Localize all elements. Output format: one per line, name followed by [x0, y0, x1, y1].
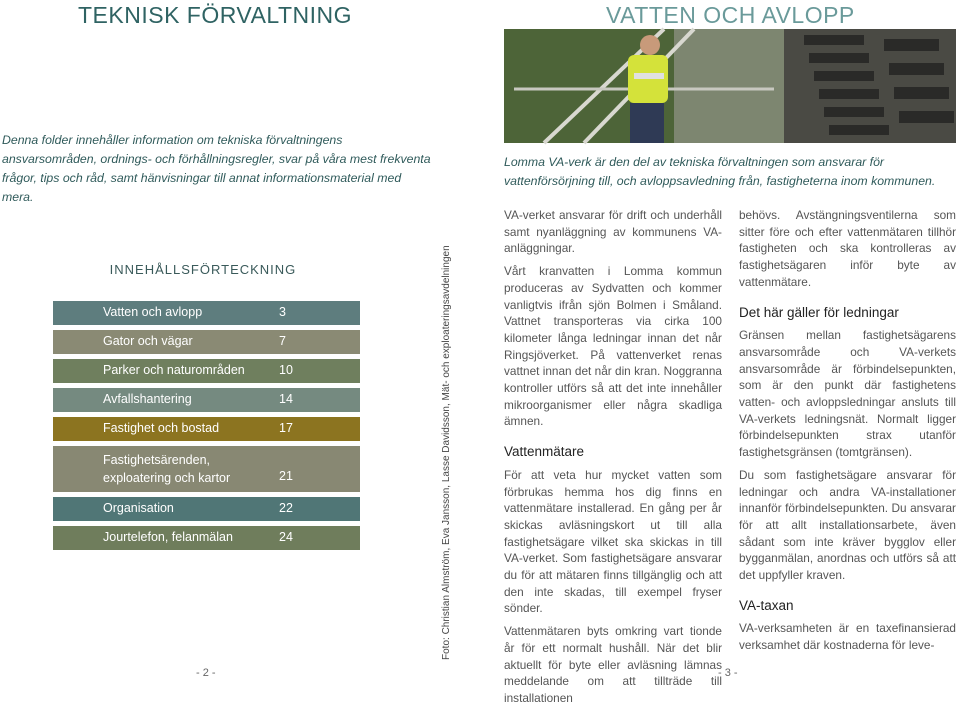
- toc-item[interactable]: [53, 417, 360, 441]
- paragraph: VA-verksamheten är en taxefinansierad verksamhet där kostnaderna för leve-: [739, 621, 956, 653]
- toc-item-page: 10: [279, 363, 293, 377]
- paragraph: Gränsen mellan fastighetsägarens ansvarsområde och VA-verkets ansvarsområde är förbindelsepunkten, som är den punkt där fastighetens vatten- och avloppsledningar ansluts till VA-verkets ledningsnät. Normalt ligger förbindelsepunkten strax utanför fastighetsgränsen (tomtgränsen).: [739, 328, 956, 460]
- toc-item[interactable]: [53, 330, 360, 354]
- toc-item-page: 24: [279, 530, 293, 544]
- page-number-right: - 3 -: [718, 667, 738, 679]
- body-column-2: [739, 207, 956, 660]
- toc-item-label: Fastighetsärenden, exploatering och kartor: [103, 453, 231, 485]
- paragraph: Du som fastighetsägare ansvarar för ledningar och andra VA-installationer innanför förbindelsepunkten. Du ansvarar för att allt installationsarbete, även sådant som inte kräver bygglov eller bygganmälan, anordnas och utförs så att det uppfyller kraven.: [739, 467, 956, 583]
- photo-credit: Foto: Christian Almström, Eva Jansson, Lasse Davidsson, Mät- och exploateringsavdelningen: [441, 245, 452, 660]
- toc-item[interactable]: [53, 526, 360, 550]
- toc-item-page: 22: [279, 501, 293, 515]
- page-number-left: - 2 -: [196, 667, 216, 679]
- lede-text: Lomma VA-verk är den del av tekniska förvaltningen som ansvarar för vattenförsörjning till, och avloppsavledning från, fastigheterna inom kommunen.: [504, 155, 936, 188]
- right-page-title: VATTEN OCH AVLOPP: [606, 2, 855, 28]
- toc-item-page: 7: [279, 334, 286, 348]
- worker-photo: [504, 29, 956, 143]
- paragraph: behövs. Avstängningsventilerna som sitter före och efter vattenmätaren tillhör fastigheten och ska kontrolleras av fastighetsägaren inför byte av vattenmätare.: [739, 208, 956, 289]
- paragraph: Vattenmätaren byts omkring vart tionde år för ett normalt hushåll. När det blir aktuellt för byte eller avläsning lämnas meddelande om att tillträde till installationen: [504, 624, 722, 705]
- toc-item-page: 21: [279, 469, 293, 483]
- table-of-contents: [53, 301, 360, 555]
- intro-text: Denna folder innehåller information om tekniska förvaltningens ansvarsområden, ordnings- och förhållningsregler, svar på våra mest frekventa frågor, tips och råd, samt hänvisningar till annat informationsmaterial med mera.: [2, 133, 431, 204]
- toc-item-label: Fastighet och bostad: [103, 421, 220, 435]
- toc-item-label: Organisation: [103, 501, 174, 515]
- section-heading-ledningar: Det här gäller för ledningar: [739, 304, 899, 320]
- left-page-title: TEKNISK FÖRVALTNING: [78, 2, 353, 28]
- toc-item-label: Avfallshantering: [103, 392, 192, 406]
- toc-item[interactable]: [53, 446, 360, 492]
- toc-item-label: Jourtelefon, felanmälan: [103, 530, 233, 544]
- photo-illustration: [504, 29, 956, 143]
- paragraph: För att veta hur mycket vatten som förbrukas hemma hos dig finns en vattenmätare installerad. En gång per år skickas avläsningskort ut till alla fastighetsägare vilket ska skickas in till VA-verket. Som fastighetsägare ansvarar du för att mätaren finns tillgänglig och att den inte skadas, till exempel fryser sönder.: [504, 467, 722, 616]
- toc-item-page: 17: [279, 421, 293, 435]
- toc-heading: INNEHÅLLSFÖRTECKNING: [109, 262, 297, 277]
- section-heading-va-taxan: VA-taxan: [739, 597, 794, 613]
- toc-item-page: 3: [279, 305, 286, 319]
- toc-item[interactable]: [53, 359, 360, 383]
- toc-item[interactable]: [53, 497, 360, 521]
- toc-item[interactable]: [53, 301, 360, 325]
- toc-item-label: Vatten och avlopp: [103, 305, 203, 319]
- body-column-1: [504, 207, 722, 713]
- paragraph: Vårt kranvatten i Lomma kommun produceras av Sydvatten och kommer vanligtvis ifrån sjön Bolmen i Småland. Vattnet transporteras via cirka 100 kilometer långa ledningar innan det når Ringsjöverket. På vattenverket renas vattnet innan det når din kran. Noggranna kontroller utförs så att det inte innehåller mikroorganismer eller några skadliga ämnen.: [504, 264, 722, 429]
- toc-item-label: Parker och naturområden: [103, 363, 245, 377]
- toc-item-page: 14: [279, 392, 293, 406]
- section-heading-vattenmatare: Vattenmätare: [504, 444, 585, 460]
- paragraph: VA-verket ansvarar för drift och underhåll samt nyanläggning av kommunens VA-anläggningar.: [504, 208, 722, 256]
- toc-item[interactable]: [53, 388, 360, 412]
- toc-item-label: Gator och vägar: [103, 334, 193, 348]
